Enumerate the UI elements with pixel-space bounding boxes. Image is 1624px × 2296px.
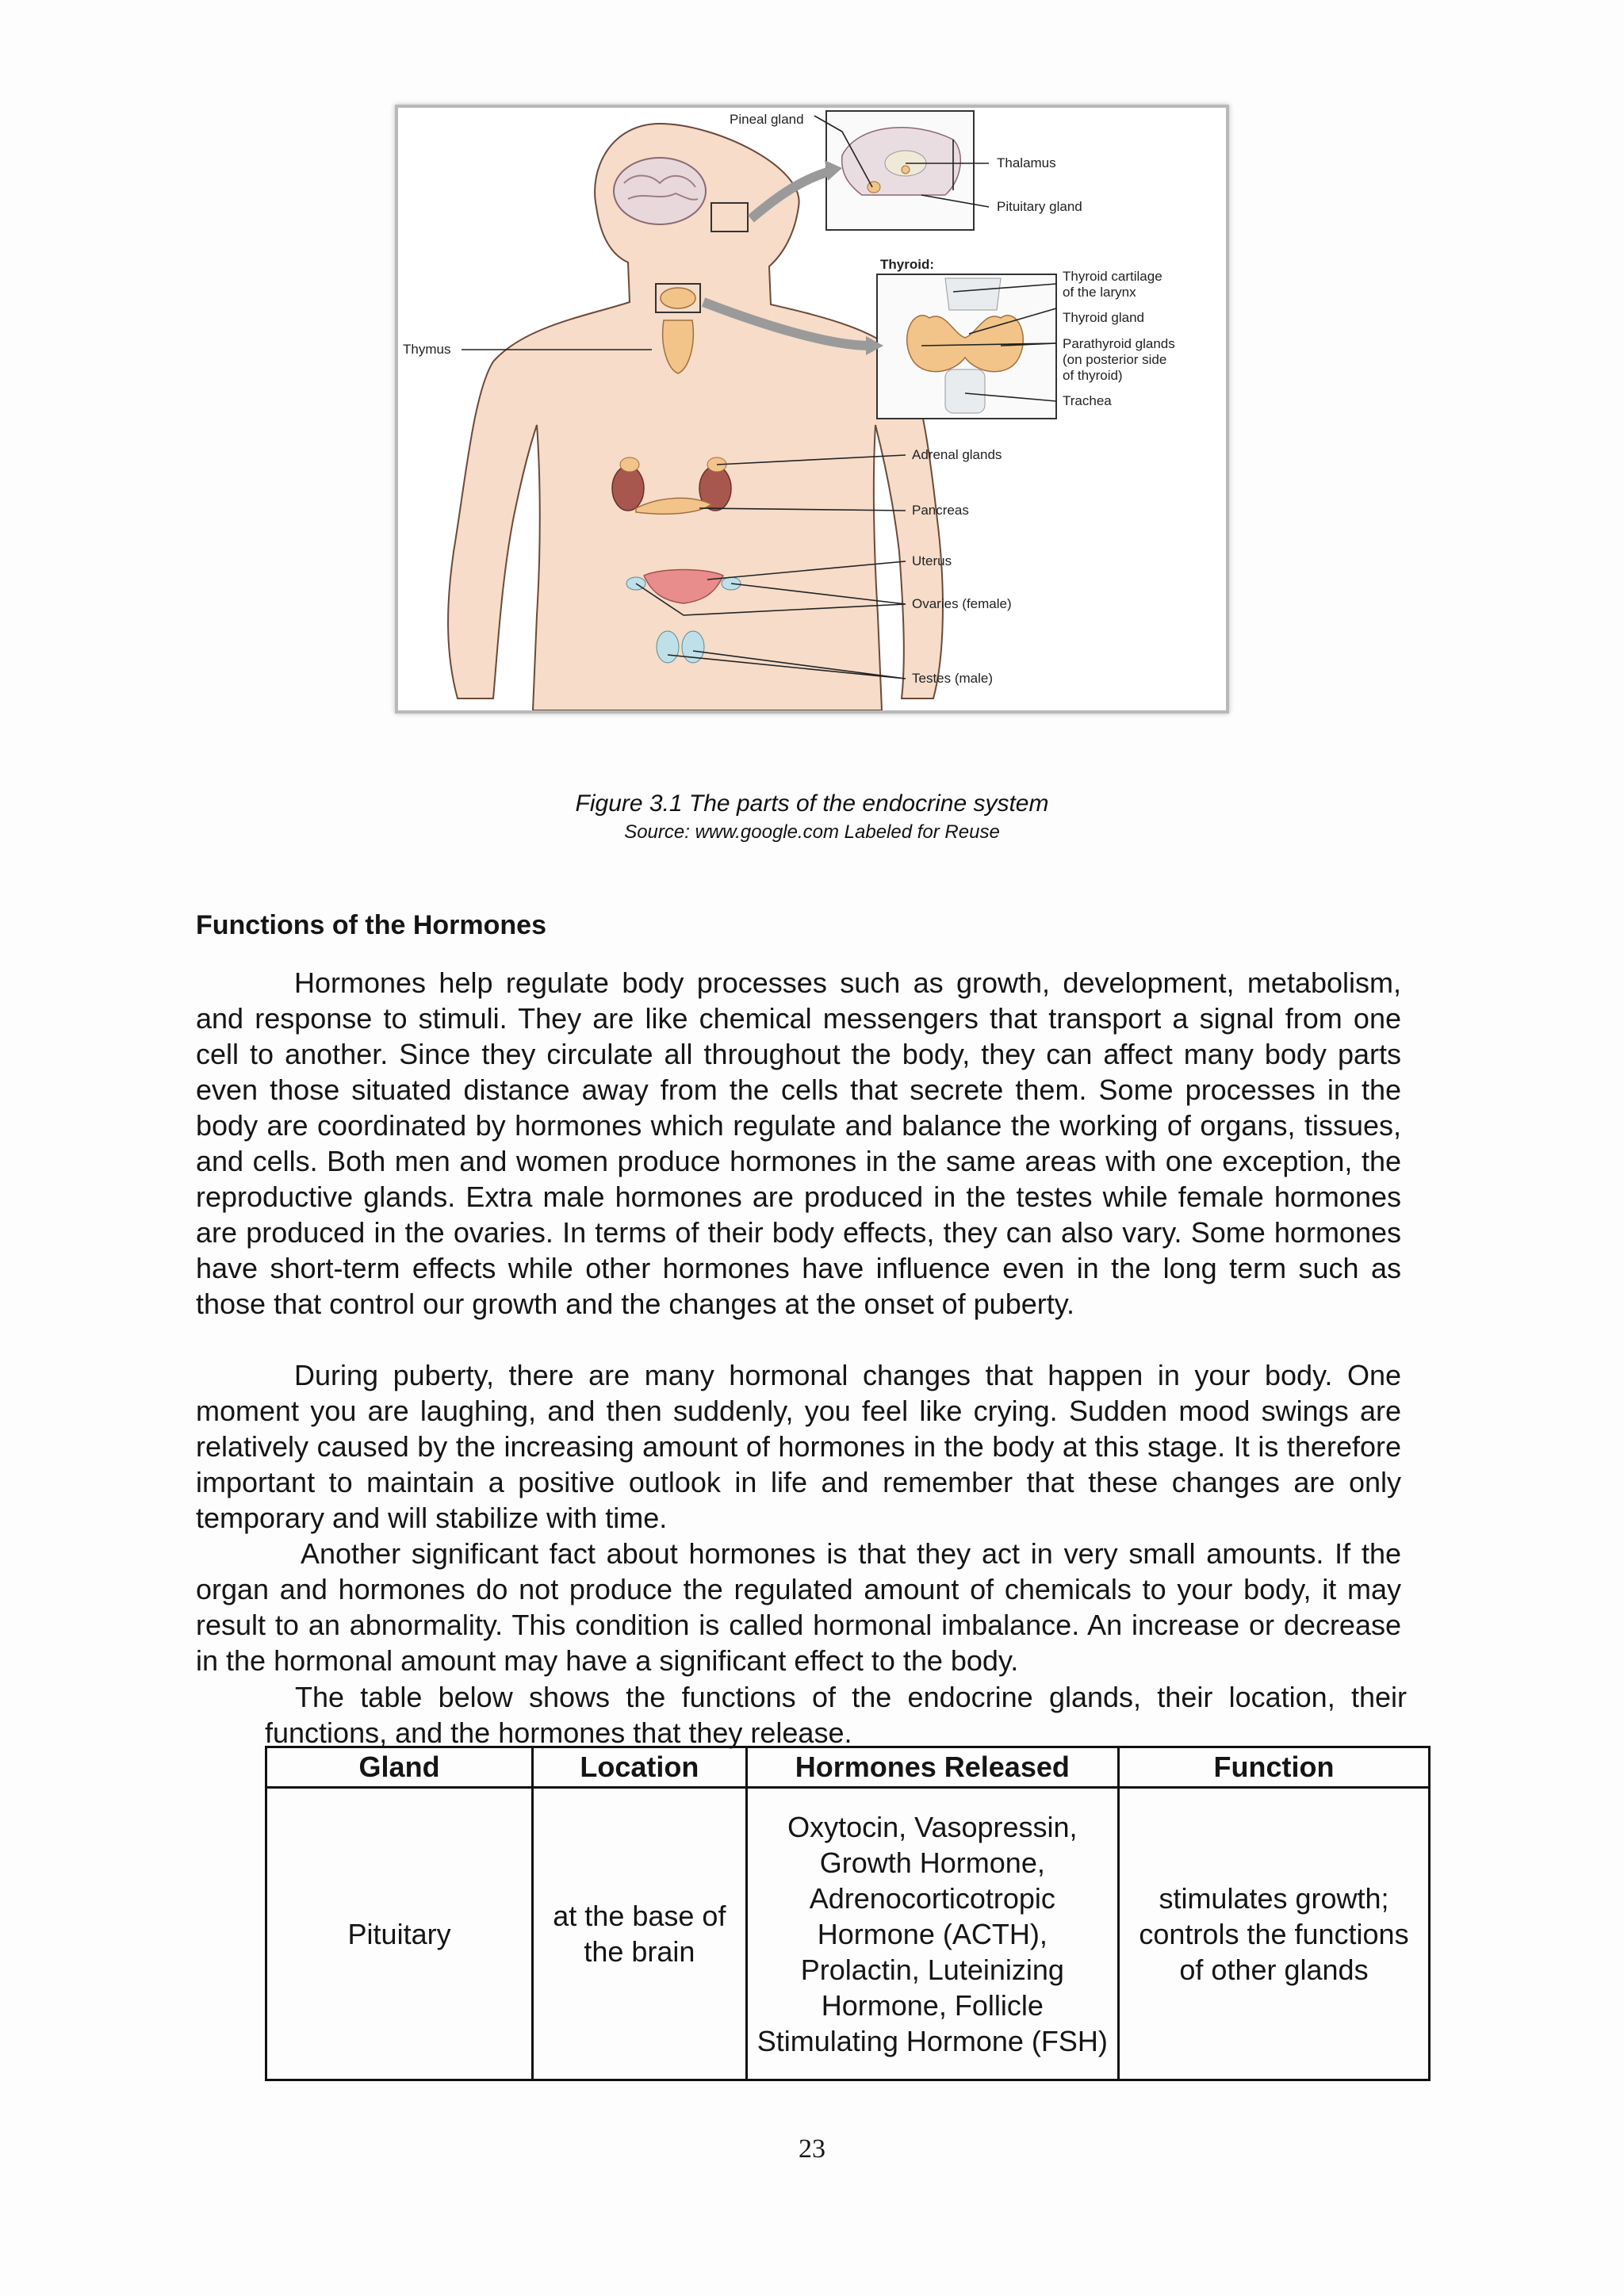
table-header-row	[266, 1747, 1430, 1788]
label-parathyroid-2: (on posterior side	[1063, 352, 1167, 367]
label-parathyroid-3: of thyroid)	[1063, 368, 1123, 383]
label-testes: Testes (male)	[912, 671, 994, 686]
label-thalamus: Thalamus	[997, 155, 1056, 170]
label-pituitary-gland: Pituitary gland	[997, 199, 1082, 214]
label-thyroid-gland: Thyroid gland	[1063, 310, 1145, 325]
label-thyroid-heading: Thyroid:	[880, 257, 934, 272]
endocrine-system-figure	[395, 105, 1229, 714]
section-heading: Functions of the Hormones	[196, 910, 546, 940]
cell-location: at the base of the brain	[533, 1788, 747, 2080]
header-gland: Gland	[266, 1747, 533, 1788]
label-thymus: Thymus	[403, 342, 451, 357]
paragraph-1: Hormones help regulate body processes such as growth, development, metabolism, and response to stimuli. They are like chemical messengers that transport a signal from one cell to another. Since they circulate all throughout the body, they can affect many body parts even those situated distance away from the cells that secrete them. Some processes in the body are coordinated by hormones which regulate and balance the working of organs, tissues, and cells. Both men and women produce hormones in the same areas with one exception, the reproductive glands. Extra male hormones are produced in the testes while female hormones are produced in the ovaries. In terms of their body effects, they can also vary. Some hormones have short-term effects while other hormones have influence even in the long term such as those that control our growth and the changes at the onset of puberty.	[196, 966, 1401, 1320]
paragraph-3: Another significant fact about hormones is that they act in very small amounts. If the organ and hormones do not produce the regulated amount of chemicals to your body, it may result to an abnormality. This condition is called hormonal imbalance. An increase or decrease in the hormonal amount may have a significant effect to the body.	[196, 1537, 1401, 1677]
label-thyroid-cartilage: Thyroid cartilage	[1063, 269, 1162, 284]
cell-function: stimulates growth; controls the functions of other glands	[1118, 1788, 1429, 2080]
glands-table	[265, 1746, 1431, 2081]
label-adrenal-glands: Adrenal glands	[912, 447, 1002, 462]
paragraph-4: The table below shows the functions of the endocrine glands, their location, their functions, and the hormones that they release.	[265, 1681, 1407, 1749]
header-hormones-released: Hormones Released	[746, 1747, 1118, 1788]
label-ovaries: Ovaries (female)	[912, 596, 1012, 611]
header-function: Function	[1118, 1747, 1429, 1788]
label-thyroid-cartilage-2: of the larynx	[1063, 285, 1136, 300]
brain	[614, 158, 706, 224]
cell-hormones: Oxytocin, Vasopressin, Growth Hormone, Adrenocorticotropic Hormone (ACTH), Prolactin, Luteinizing Hormone, Follicle Stimulating Hormone (FSH)	[746, 1788, 1118, 2080]
label-pineal-gland: Pineal gland	[730, 112, 804, 127]
paragraph-2: During puberty, there are many hormonal changes that happen in your body. One moment you are laughing, and then suddenly, you feel like crying. Sudden mood swings are relatively caused by the increasing amount of hormones in the body at this stage. It is therefore important to maintain a positive outlook in life and remember that these changes are only temporary and will stabilize with time.	[196, 1359, 1401, 1534]
label-pancreas: Pancreas	[912, 503, 969, 518]
endocrine-diagram	[398, 108, 1226, 710]
label-parathyroid: Parathyroid glands	[1063, 336, 1175, 351]
page-number: 23	[799, 2134, 825, 2164]
label-trachea: Trachea	[1063, 393, 1112, 408]
table-row	[266, 1788, 1430, 2080]
figure-source: Source: www.google.com Labeled for Reuse	[624, 821, 1000, 843]
figure-caption: Figure 3.1 The parts of the endocrine system	[575, 790, 1049, 817]
label-uterus: Uterus	[912, 553, 952, 568]
cell-gland: Pituitary	[266, 1788, 533, 2080]
header-location: Location	[533, 1747, 747, 1788]
